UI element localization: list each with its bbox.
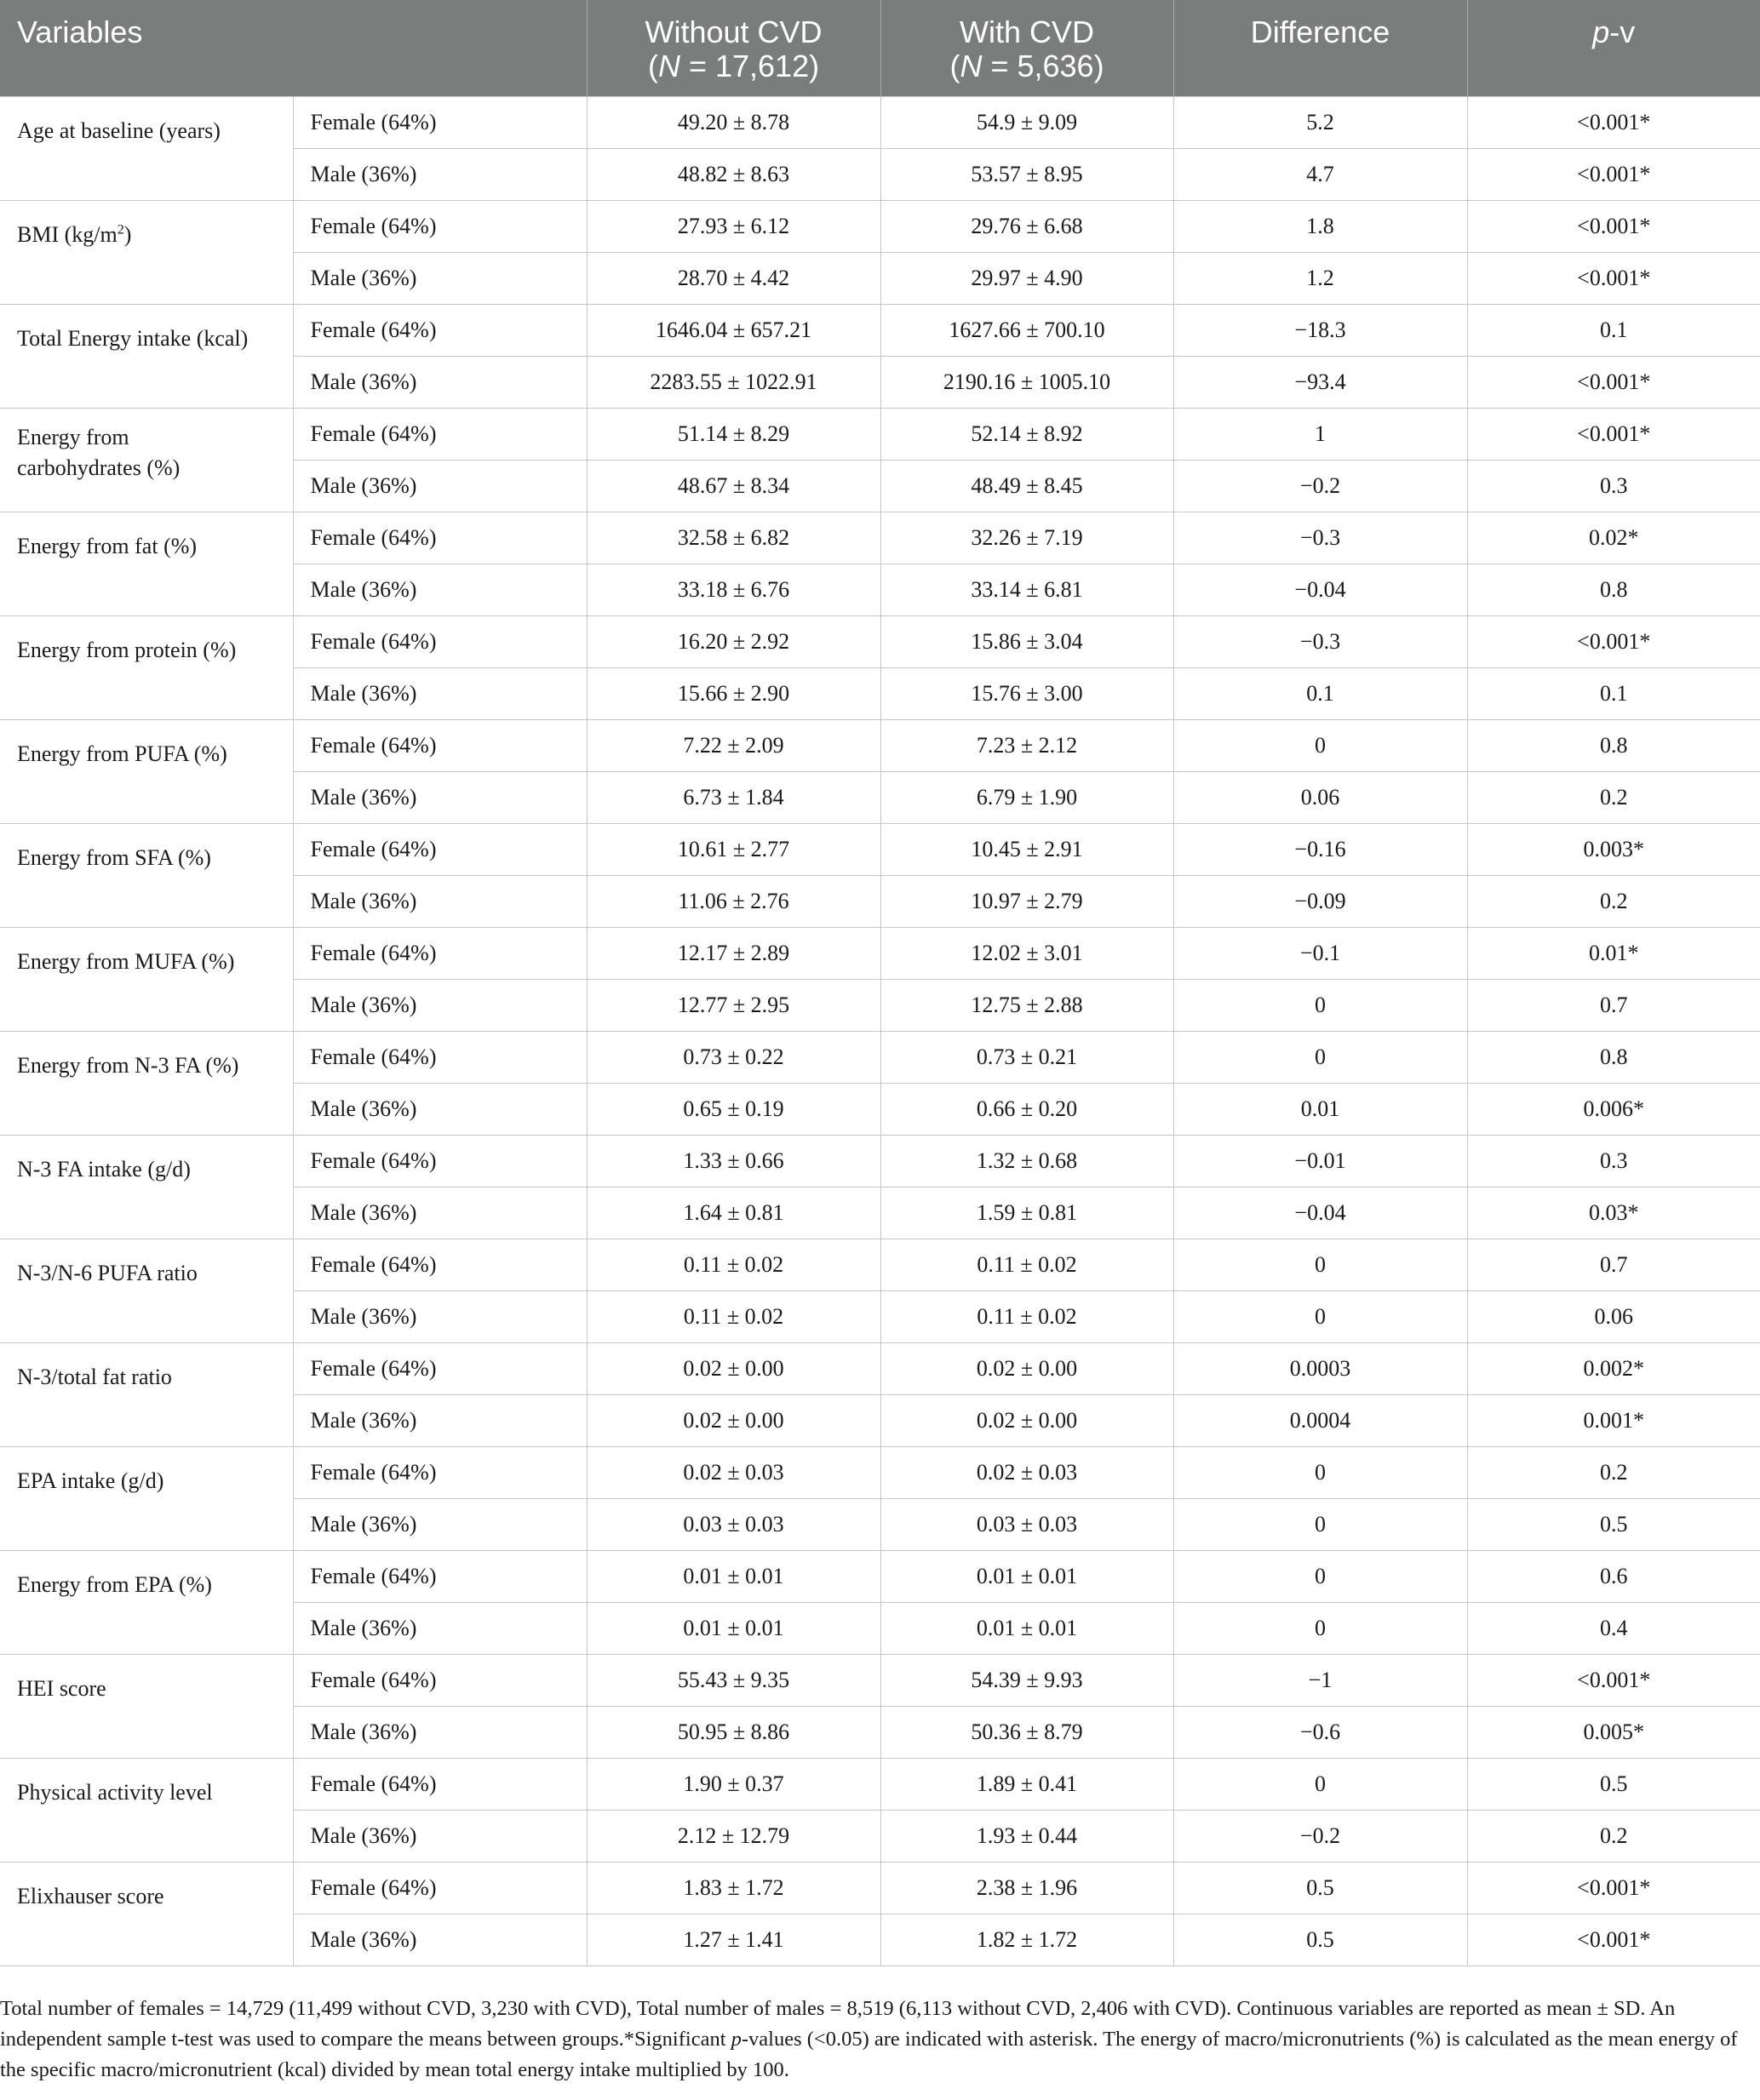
p-value-cell: 0.3 — [1467, 460, 1760, 512]
table-row — [0, 1654, 1760, 1706]
with-cvd-cell: 0.11 ± 0.02 — [880, 1290, 1173, 1342]
without-cvd-cell: 32.58 ± 6.82 — [587, 512, 880, 564]
sex-cell: Male (36%) — [293, 667, 587, 719]
table-row — [0, 512, 1760, 564]
variable-cell — [0, 1862, 293, 1966]
with-cvd-cell: 29.97 ± 4.90 — [880, 252, 1173, 304]
with-cvd-cell: 54.39 ± 9.93 — [880, 1654, 1173, 1706]
p-value-cell: 0.005* — [1467, 1706, 1760, 1758]
without-cvd-cell: 0.01 ± 0.01 — [587, 1550, 880, 1602]
without-cvd-cell: 6.73 ± 1.84 — [587, 771, 880, 823]
with-cvd-cell: 1.32 ± 0.68 — [880, 1135, 1173, 1187]
with-cvd-cell: 0.01 ± 0.01 — [880, 1550, 1173, 1602]
variable-name: HEI score — [17, 1675, 106, 1701]
without-cvd-cell: 27.93 ± 6.12 — [587, 200, 880, 252]
variable-name: N-3 FA intake (g/d) — [17, 1156, 191, 1182]
sex-cell: Female (64%) — [293, 1654, 587, 1706]
p-value-cell: <0.001* — [1467, 252, 1760, 304]
difference-cell: 0 — [1173, 1550, 1467, 1602]
table-row — [0, 1342, 1760, 1394]
without-cvd-cell: 0.11 ± 0.02 — [587, 1290, 880, 1342]
without-cvd-cell: 12.17 ± 2.89 — [587, 927, 880, 979]
p-value-cell: 0.5 — [1467, 1498, 1760, 1550]
header-without-cvd-open: ( — [647, 49, 658, 83]
p-value-cell: 0.8 — [1467, 1031, 1760, 1083]
with-cvd-cell: 48.49 ± 8.45 — [880, 460, 1173, 512]
p-value-cell: 0.4 — [1467, 1602, 1760, 1654]
without-cvd-cell: 2.12 ± 12.79 — [587, 1810, 880, 1862]
without-cvd-cell: 0.03 ± 0.03 — [587, 1498, 880, 1550]
variable-name: EPA intake (g/d) — [17, 1468, 164, 1493]
with-cvd-cell: 32.26 ± 7.19 — [880, 512, 1173, 564]
header-with-cvd-n: = 5,636) — [982, 49, 1104, 83]
with-cvd-cell: 0.01 ± 0.01 — [880, 1602, 1173, 1654]
variable-name: Energy from EPA (%) — [17, 1571, 212, 1597]
variable-cell — [0, 1239, 293, 1342]
difference-cell: −0.04 — [1173, 1187, 1467, 1239]
without-cvd-cell: 7.22 ± 2.09 — [587, 719, 880, 771]
difference-cell: 0.5 — [1173, 1914, 1467, 1966]
without-cvd-cell: 50.95 ± 8.86 — [587, 1706, 880, 1758]
difference-cell: 0.0004 — [1173, 1394, 1467, 1446]
difference-cell: −18.3 — [1173, 304, 1467, 356]
table-row — [0, 1550, 1760, 1602]
table-row — [0, 719, 1760, 771]
difference-cell: 0 — [1173, 979, 1467, 1031]
without-cvd-cell: 55.43 ± 9.35 — [587, 1654, 880, 1706]
with-cvd-cell: 0.73 ± 0.21 — [880, 1031, 1173, 1083]
sex-cell: Female (64%) — [293, 512, 587, 564]
p-value-cell: 0.3 — [1467, 1135, 1760, 1187]
with-cvd-cell: 0.03 ± 0.03 — [880, 1498, 1173, 1550]
without-cvd-cell: 12.77 ± 2.95 — [587, 979, 880, 1031]
without-cvd-cell: 1.83 ± 1.72 — [587, 1862, 880, 1914]
without-cvd-cell: 48.67 ± 8.34 — [587, 460, 880, 512]
variable-cell — [0, 1031, 293, 1135]
with-cvd-cell: 0.11 ± 0.02 — [880, 1239, 1173, 1290]
table-row — [0, 200, 1760, 252]
with-cvd-cell: 6.79 ± 1.90 — [880, 771, 1173, 823]
with-cvd-cell: 53.57 ± 8.95 — [880, 148, 1173, 200]
header-with-cvd-open: ( — [949, 49, 960, 83]
header-p-value — [1467, 0, 1760, 96]
sex-cell: Male (36%) — [293, 1187, 587, 1239]
difference-cell: 0 — [1173, 1446, 1467, 1498]
p-value-cell: 0.01* — [1467, 927, 1760, 979]
header-variables: Variables — [0, 0, 587, 96]
with-cvd-cell: 1.59 ± 0.81 — [880, 1187, 1173, 1239]
variable-cell — [0, 927, 293, 1031]
variable-name: BMI (kg/m — [17, 221, 118, 247]
table-row — [0, 1031, 1760, 1083]
table-row — [0, 96, 1760, 148]
variable-name: Energy from — [17, 424, 129, 449]
variable-name: Total Energy intake (kcal) — [17, 325, 249, 351]
with-cvd-cell: 50.36 ± 8.79 — [880, 1706, 1173, 1758]
variable-cell — [0, 1135, 293, 1239]
sex-cell: Male (36%) — [293, 979, 587, 1031]
with-cvd-cell: 7.23 ± 2.12 — [880, 719, 1173, 771]
footnote-p-symbol: p — [731, 2028, 742, 2051]
with-cvd-cell: 1.93 ± 0.44 — [880, 1810, 1173, 1862]
p-value-cell: 0.8 — [1467, 564, 1760, 615]
with-cvd-cell: 29.76 ± 6.68 — [880, 200, 1173, 252]
p-value-cell: 0.2 — [1467, 1810, 1760, 1862]
p-value-cell: 0.5 — [1467, 1758, 1760, 1810]
with-cvd-cell: 2.38 ± 1.96 — [880, 1862, 1173, 1914]
p-value-cell: 0.2 — [1467, 771, 1760, 823]
table-row — [0, 304, 1760, 356]
p-value-cell: 0.003* — [1467, 823, 1760, 875]
table-row — [0, 1239, 1760, 1290]
without-cvd-cell: 0.02 ± 0.03 — [587, 1446, 880, 1498]
p-value-cell: <0.001* — [1467, 148, 1760, 200]
with-cvd-cell: 33.14 ± 6.81 — [880, 564, 1173, 615]
sex-cell: Female (64%) — [293, 96, 587, 148]
table-row — [0, 927, 1760, 979]
difference-cell: −0.01 — [1173, 1135, 1467, 1187]
p-value-cell: 0.7 — [1467, 979, 1760, 1031]
p-value-cell: 0.2 — [1467, 875, 1760, 927]
variable-name: N-3/total fat ratio — [17, 1364, 172, 1389]
header-without-cvd-n: = 17,612) — [679, 49, 820, 83]
difference-cell: −0.3 — [1173, 615, 1467, 667]
with-cvd-cell: 0.02 ± 0.03 — [880, 1446, 1173, 1498]
sex-cell: Female (64%) — [293, 927, 587, 979]
variable-name: Energy from protein (%) — [17, 637, 237, 662]
difference-cell: 0 — [1173, 1239, 1467, 1290]
variable-name-suffix: ) — [123, 221, 132, 247]
sex-cell: Male (36%) — [293, 564, 587, 615]
difference-cell: 0.06 — [1173, 771, 1467, 823]
sex-cell: Male (36%) — [293, 1914, 587, 1966]
sex-cell: Male (36%) — [293, 148, 587, 200]
header-without-cvd — [587, 0, 880, 96]
with-cvd-cell: 12.02 ± 3.01 — [880, 927, 1173, 979]
with-cvd-cell: 52.14 ± 8.92 — [880, 408, 1173, 460]
sex-cell: Male (36%) — [293, 1810, 587, 1862]
p-value-cell: 0.001* — [1467, 1394, 1760, 1446]
without-cvd-cell: 0.02 ± 0.00 — [587, 1394, 880, 1446]
without-cvd-cell: 33.18 ± 6.76 — [587, 564, 880, 615]
variable-cell — [0, 1758, 293, 1862]
p-value-cell: 0.06 — [1467, 1290, 1760, 1342]
p-value-cell: <0.001* — [1467, 1862, 1760, 1914]
difference-cell: −0.16 — [1173, 823, 1467, 875]
p-value-cell: 0.03* — [1467, 1187, 1760, 1239]
variable-name: Age at baseline (years) — [17, 117, 221, 143]
sex-cell: Female (64%) — [293, 1758, 587, 1810]
table-body — [0, 96, 1760, 1966]
difference-cell: 0 — [1173, 719, 1467, 771]
p-value-cell: <0.001* — [1467, 1914, 1760, 1966]
footnote-part1: Total number of females = 14,729 (11,499 without CVD, 3,230 with CVD), Total number of males = 8,519 (6,113 without CVD, 2,406 with CVD). Continuous variables are reported as mean ± SD. An independent sample t-test was used to compare the means between groups.*Significant — [0, 1997, 1676, 2051]
table-header-row — [0, 0, 1760, 96]
with-cvd-cell: 0.66 ± 0.20 — [880, 1083, 1173, 1135]
difference-cell: −0.09 — [1173, 875, 1467, 927]
table-row — [0, 1446, 1760, 1498]
with-cvd-cell: 1.82 ± 1.72 — [880, 1914, 1173, 1966]
sex-cell: Male (36%) — [293, 1498, 587, 1550]
sex-cell: Female (64%) — [293, 1862, 587, 1914]
sex-cell: Female (64%) — [293, 1446, 587, 1498]
variable-cell — [0, 96, 293, 200]
p-value-cell: 0.2 — [1467, 1446, 1760, 1498]
footnote-part2: -values (<0.05) are indicated with asterisk. The energy of macro/micronutrients (%) is calculated as the mean energy of the specific macro/micronutrient (kcal) divided by mean total energy intake multiplied by 100. — [0, 2028, 1738, 2081]
p-value-cell: <0.001* — [1467, 96, 1760, 148]
variable-name: Elixhauser score — [17, 1883, 164, 1908]
variable-name: Physical activity level — [17, 1779, 213, 1805]
without-cvd-cell: 0.01 ± 0.01 — [587, 1602, 880, 1654]
header-with-cvd-n-symbol: N — [960, 49, 983, 83]
without-cvd-cell: 49.20 ± 8.78 — [587, 96, 880, 148]
header-p-rest: -v — [1609, 14, 1636, 49]
without-cvd-cell: 16.20 ± 2.92 — [587, 615, 880, 667]
table-footnote — [0, 1994, 1754, 2086]
sex-cell: Male (36%) — [293, 1602, 587, 1654]
difference-cell: 0 — [1173, 1290, 1467, 1342]
sex-cell: Female (64%) — [293, 200, 587, 252]
p-value-cell: <0.001* — [1467, 615, 1760, 667]
header-difference: Difference — [1173, 0, 1467, 96]
sex-cell: Female (64%) — [293, 719, 587, 771]
without-cvd-cell: 48.82 ± 8.63 — [587, 148, 880, 200]
without-cvd-cell: 1.90 ± 0.37 — [587, 1758, 880, 1810]
difference-cell: 1 — [1173, 408, 1467, 460]
without-cvd-cell: 51.14 ± 8.29 — [587, 408, 880, 460]
with-cvd-cell: 15.86 ± 3.04 — [880, 615, 1173, 667]
sex-cell: Female (64%) — [293, 1239, 587, 1290]
table-row — [0, 1758, 1760, 1810]
with-cvd-cell: 10.45 ± 2.91 — [880, 823, 1173, 875]
difference-cell: 0 — [1173, 1031, 1467, 1083]
sex-cell: Male (36%) — [293, 356, 587, 408]
p-value-cell: 0.1 — [1467, 667, 1760, 719]
difference-cell: 1.8 — [1173, 200, 1467, 252]
p-value-cell: 0.006* — [1467, 1083, 1760, 1135]
header-with-cvd — [880, 0, 1173, 96]
difference-cell: 4.7 — [1173, 148, 1467, 200]
sex-cell: Male (36%) — [293, 1394, 587, 1446]
difference-cell: 0.01 — [1173, 1083, 1467, 1135]
variable-cell — [0, 1446, 293, 1550]
variable-name: Energy from MUFA (%) — [17, 948, 235, 974]
table-row — [0, 1862, 1760, 1914]
sex-cell: Male (36%) — [293, 252, 587, 304]
variable-cell — [0, 719, 293, 823]
sex-cell: Male (36%) — [293, 771, 587, 823]
variable-cell — [0, 615, 293, 719]
difference-cell: 0 — [1173, 1602, 1467, 1654]
sex-cell: Male (36%) — [293, 1290, 587, 1342]
p-value-cell: 0.8 — [1467, 719, 1760, 771]
with-cvd-cell: 15.76 ± 3.00 — [880, 667, 1173, 719]
difference-cell: 0.1 — [1173, 667, 1467, 719]
sex-cell: Male (36%) — [293, 875, 587, 927]
p-value-cell: 0.02* — [1467, 512, 1760, 564]
variable-name: N-3/N-6 PUFA ratio — [17, 1260, 198, 1285]
header-without-cvd-label: Without CVD — [645, 14, 823, 49]
with-cvd-cell: 12.75 ± 2.88 — [880, 979, 1173, 1031]
table-row — [0, 1135, 1760, 1187]
without-cvd-cell: 1.33 ± 0.66 — [587, 1135, 880, 1187]
p-value-cell: 0.7 — [1467, 1239, 1760, 1290]
difference-cell: 5.2 — [1173, 96, 1467, 148]
without-cvd-cell: 1646.04 ± 657.21 — [587, 304, 880, 356]
difference-cell: −0.2 — [1173, 460, 1467, 512]
header-with-cvd-label: With CVD — [960, 14, 1095, 49]
sex-cell: Female (64%) — [293, 1135, 587, 1187]
variable-name: Energy from fat (%) — [17, 533, 198, 558]
without-cvd-cell: 0.65 ± 0.19 — [587, 1083, 880, 1135]
difference-cell: −0.1 — [1173, 927, 1467, 979]
without-cvd-cell: 1.27 ± 1.41 — [587, 1914, 880, 1966]
difference-cell: −0.6 — [1173, 1706, 1467, 1758]
sex-cell: Female (64%) — [293, 1342, 587, 1394]
with-cvd-cell: 0.02 ± 0.00 — [880, 1394, 1173, 1446]
p-value-cell: <0.001* — [1467, 356, 1760, 408]
variable-cell — [0, 1342, 293, 1446]
p-value-cell: <0.001* — [1467, 1654, 1760, 1706]
sex-cell: Female (64%) — [293, 1031, 587, 1083]
variable-cell — [0, 512, 293, 615]
sex-cell: Female (64%) — [293, 823, 587, 875]
difference-cell: 0.0003 — [1173, 1342, 1467, 1394]
difference-cell: 0 — [1173, 1758, 1467, 1810]
p-value-cell: 0.002* — [1467, 1342, 1760, 1394]
difference-cell: −1 — [1173, 1654, 1467, 1706]
with-cvd-cell: 1627.66 ± 700.10 — [880, 304, 1173, 356]
variable-name: Energy from PUFA (%) — [17, 741, 227, 766]
variable-cell — [0, 1550, 293, 1654]
variable-cell — [0, 408, 293, 512]
sex-cell: Male (36%) — [293, 1083, 587, 1135]
variable-cell — [0, 823, 293, 927]
sex-cell: Female (64%) — [293, 1550, 587, 1602]
without-cvd-cell: 10.61 ± 2.77 — [587, 823, 880, 875]
difference-cell: 1.2 — [1173, 252, 1467, 304]
with-cvd-cell: 54.9 ± 9.09 — [880, 96, 1173, 148]
table-row — [0, 615, 1760, 667]
variable-name: Energy from N-3 FA (%) — [17, 1052, 239, 1078]
sex-cell: Female (64%) — [293, 615, 587, 667]
without-cvd-cell: 1.64 ± 0.81 — [587, 1187, 880, 1239]
sex-cell: Female (64%) — [293, 408, 587, 460]
without-cvd-cell: 0.11 ± 0.02 — [587, 1239, 880, 1290]
with-cvd-cell: 10.97 ± 2.79 — [880, 875, 1173, 927]
table-row — [0, 823, 1760, 875]
with-cvd-cell: 1.89 ± 0.41 — [880, 1758, 1173, 1810]
p-value-cell: 0.6 — [1467, 1550, 1760, 1602]
variable-cell — [0, 304, 293, 408]
difference-cell: 0.5 — [1173, 1862, 1467, 1914]
variable-cell — [0, 200, 293, 304]
p-value-cell: <0.001* — [1467, 200, 1760, 252]
without-cvd-cell: 11.06 ± 2.76 — [587, 875, 880, 927]
difference-cell: −0.04 — [1173, 564, 1467, 615]
without-cvd-cell: 0.02 ± 0.00 — [587, 1342, 880, 1394]
sex-cell: Male (36%) — [293, 1706, 587, 1758]
without-cvd-cell: 28.70 ± 4.42 — [587, 252, 880, 304]
difference-cell: −93.4 — [1173, 356, 1467, 408]
variable-name: Energy from SFA (%) — [17, 844, 211, 870]
variable-superscript: 2 — [117, 221, 124, 237]
sex-cell: Female (64%) — [293, 304, 587, 356]
p-value-cell: 0.1 — [1467, 304, 1760, 356]
header-without-cvd-n-symbol: N — [657, 49, 680, 83]
without-cvd-cell: 0.73 ± 0.22 — [587, 1031, 880, 1083]
difference-cell: 0 — [1173, 1498, 1467, 1550]
sex-cell: Male (36%) — [293, 460, 587, 512]
difference-cell: −0.2 — [1173, 1810, 1467, 1862]
table-row — [0, 408, 1760, 460]
without-cvd-cell: 2283.55 ± 1022.91 — [587, 356, 880, 408]
p-value-cell: <0.001* — [1467, 408, 1760, 460]
variable-cell — [0, 1654, 293, 1758]
variable-name-line2: carbohydrates (%) — [17, 455, 181, 480]
with-cvd-cell: 0.02 ± 0.00 — [880, 1342, 1173, 1394]
header-p-symbol: p — [1592, 14, 1610, 49]
without-cvd-cell: 15.66 ± 2.90 — [587, 667, 880, 719]
with-cvd-cell: 2190.16 ± 1005.10 — [880, 356, 1173, 408]
difference-cell: −0.3 — [1173, 512, 1467, 564]
